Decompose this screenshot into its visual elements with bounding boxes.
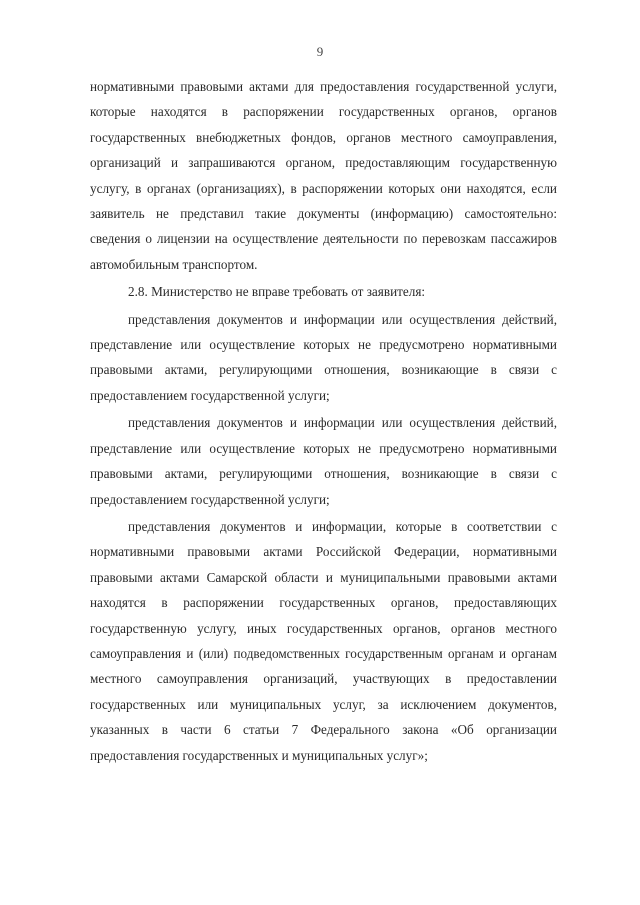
paragraph-continuation: нормативными правовыми актами для предоставления государственной услуги, которые находятся в распоряжении государственных органов, органов государственных внебюджетных фондов, органов местного самоуправления, организаций и запрашиваются органом, предоставляющим государственную услугу, в органах (организациях), в распоряжении которых они находятся, если заявитель не представил такие документы (информацию) самостоятельно: сведения о лицензии на осуществление деятельности по перевозкам пассажиров автомобильным транспортом. — [90, 79, 557, 272]
body-text — [90, 74, 557, 768]
paragraph-item-2: представления документов и информации или осуществления действий, представление или осуществление которых не предусмотрено нормативными правовыми актами, регулирующими отношения, возникающие в связи с предоставлением государственной услуги; — [90, 415, 557, 507]
page-number: 9 — [316, 44, 324, 59]
paragraph-section-2-8: 2.8. Министерство не вправе требовать от заявителя: — [128, 284, 426, 300]
paragraph-item-3: представления документов и информации, которые в соответствии с нормативными правовыми актами Российской Федерации, нормативными правовыми актами Самарской области и муниципальными правовыми актами находятся в распоряжении государственных органов, предоставляющих государственную услугу, иных государственных органов, органов местного самоуправления и (или) подведомственных государственным органам и органам местного самоуправления организаций, участвующих в предоставлении государственных или муниципальных услуг, за исключением документов, указанных в части 6 статьи 7 Федерального закона «Об организации предоставления государственных и муниципальных услуг»; — [90, 518, 557, 763]
paragraph-item-1: представления документов и информации или осуществления действий, представление или осуществление которых не предусмотрено нормативными правовыми актами, регулирующими отношения, возникающие в связи с предоставлением государственной услуги; — [90, 311, 557, 403]
